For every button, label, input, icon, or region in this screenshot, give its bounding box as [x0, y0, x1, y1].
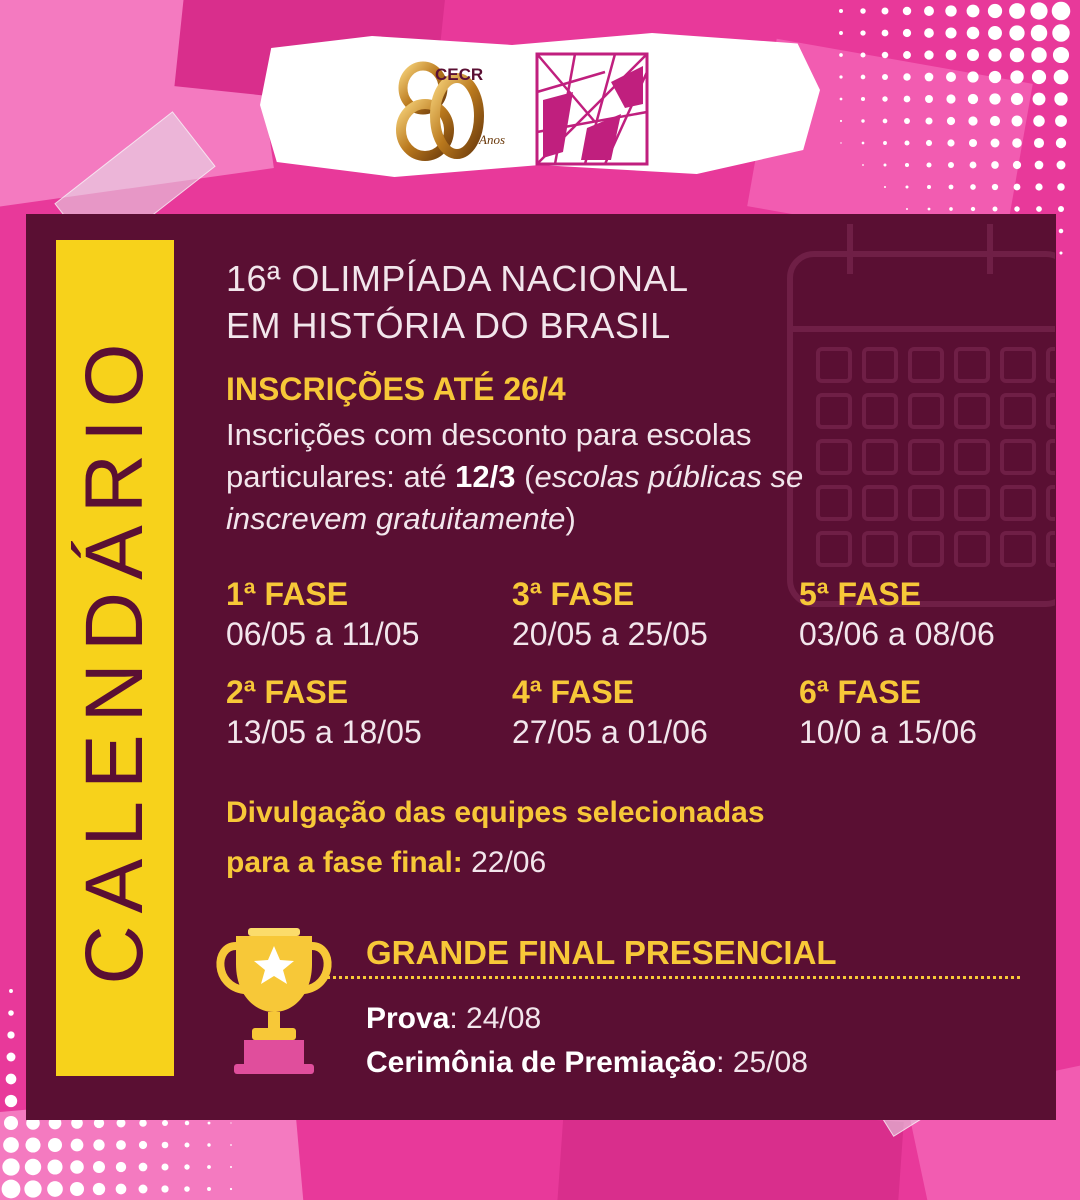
inscricoes-discount-date: 12/3: [455, 459, 516, 494]
prova-label: Prova: [366, 1002, 450, 1035]
title-line-2: EM HISTÓRIA DO BRASIL: [226, 305, 671, 346]
inscricoes-text-part-2: (: [515, 459, 535, 494]
phase-label: 3ª FASE: [512, 576, 635, 612]
divulgacao-line-1: Divulgação das equipes selecionadas: [226, 796, 765, 829]
page-title: [226, 255, 688, 349]
phase-label: 2ª FASE: [226, 674, 349, 710]
inscricoes-text-part-1: Inscrições com desconto para escolas particulares: até: [226, 417, 752, 494]
divulgacao-date: 22/06: [462, 846, 547, 879]
phase-dates: 20/05 a 25/05: [512, 616, 708, 652]
divulgacao-block: [226, 788, 866, 888]
phase-2: [226, 672, 422, 752]
trophy-icon: [214, 924, 334, 1076]
inscricoes-public-schools-note: escolas públicas se inscrevem gratuitamente: [226, 459, 804, 536]
olimpiada-logo: [535, 52, 649, 166]
grande-final-heading: GRANDE FINAL PRESENCIAL: [366, 934, 837, 971]
phase-label: 4ª FASE: [512, 674, 635, 710]
cerimonia-date: : 25/08: [716, 1046, 808, 1079]
phase-4: [512, 672, 708, 752]
phase-label: 5ª FASE: [799, 576, 922, 612]
dotted-divider: [320, 976, 1020, 979]
prova-row: [366, 998, 541, 1040]
phase-dates: 06/05 a 11/05: [226, 616, 420, 652]
phase-label: 6ª FASE: [799, 674, 922, 710]
inscricoes-heading: INSCRIÇÕES ATÉ 26/4: [226, 371, 566, 407]
phase-3: [512, 574, 708, 654]
inscricoes-text: [226, 414, 866, 540]
phase-dates: 13/05 a 18/05: [226, 714, 422, 750]
svg-text:Anos: Anos: [479, 132, 505, 147]
phase-5: [799, 574, 995, 654]
divulgacao-line-2: [226, 838, 866, 888]
phase-6: [799, 672, 977, 752]
cecr-80-anos-logo: [395, 52, 515, 162]
title-line-1: 16ª OLIMPÍADA NACIONAL: [226, 258, 689, 299]
cerimonia-label: Cerimônia de Premiação: [366, 1046, 717, 1079]
prova-date: : 24/08: [449, 1002, 542, 1035]
svg-text:CECR: CECR: [435, 65, 484, 84]
phase-label: 1ª FASE: [226, 576, 349, 612]
phase-dates: 27/05 a 01/06: [512, 714, 708, 750]
phase-dates: 10/0 a 15/06: [799, 714, 977, 750]
divulgacao-label: para a fase final:: [226, 846, 463, 879]
side-label-calendario: CALENDÁRIO: [69, 331, 160, 985]
cerimonia-row: [366, 1042, 808, 1084]
phase-1: [226, 574, 419, 654]
inscricoes-text-part-3: ): [565, 501, 576, 536]
phase-dates: 03/06 a 08/06: [799, 616, 995, 652]
